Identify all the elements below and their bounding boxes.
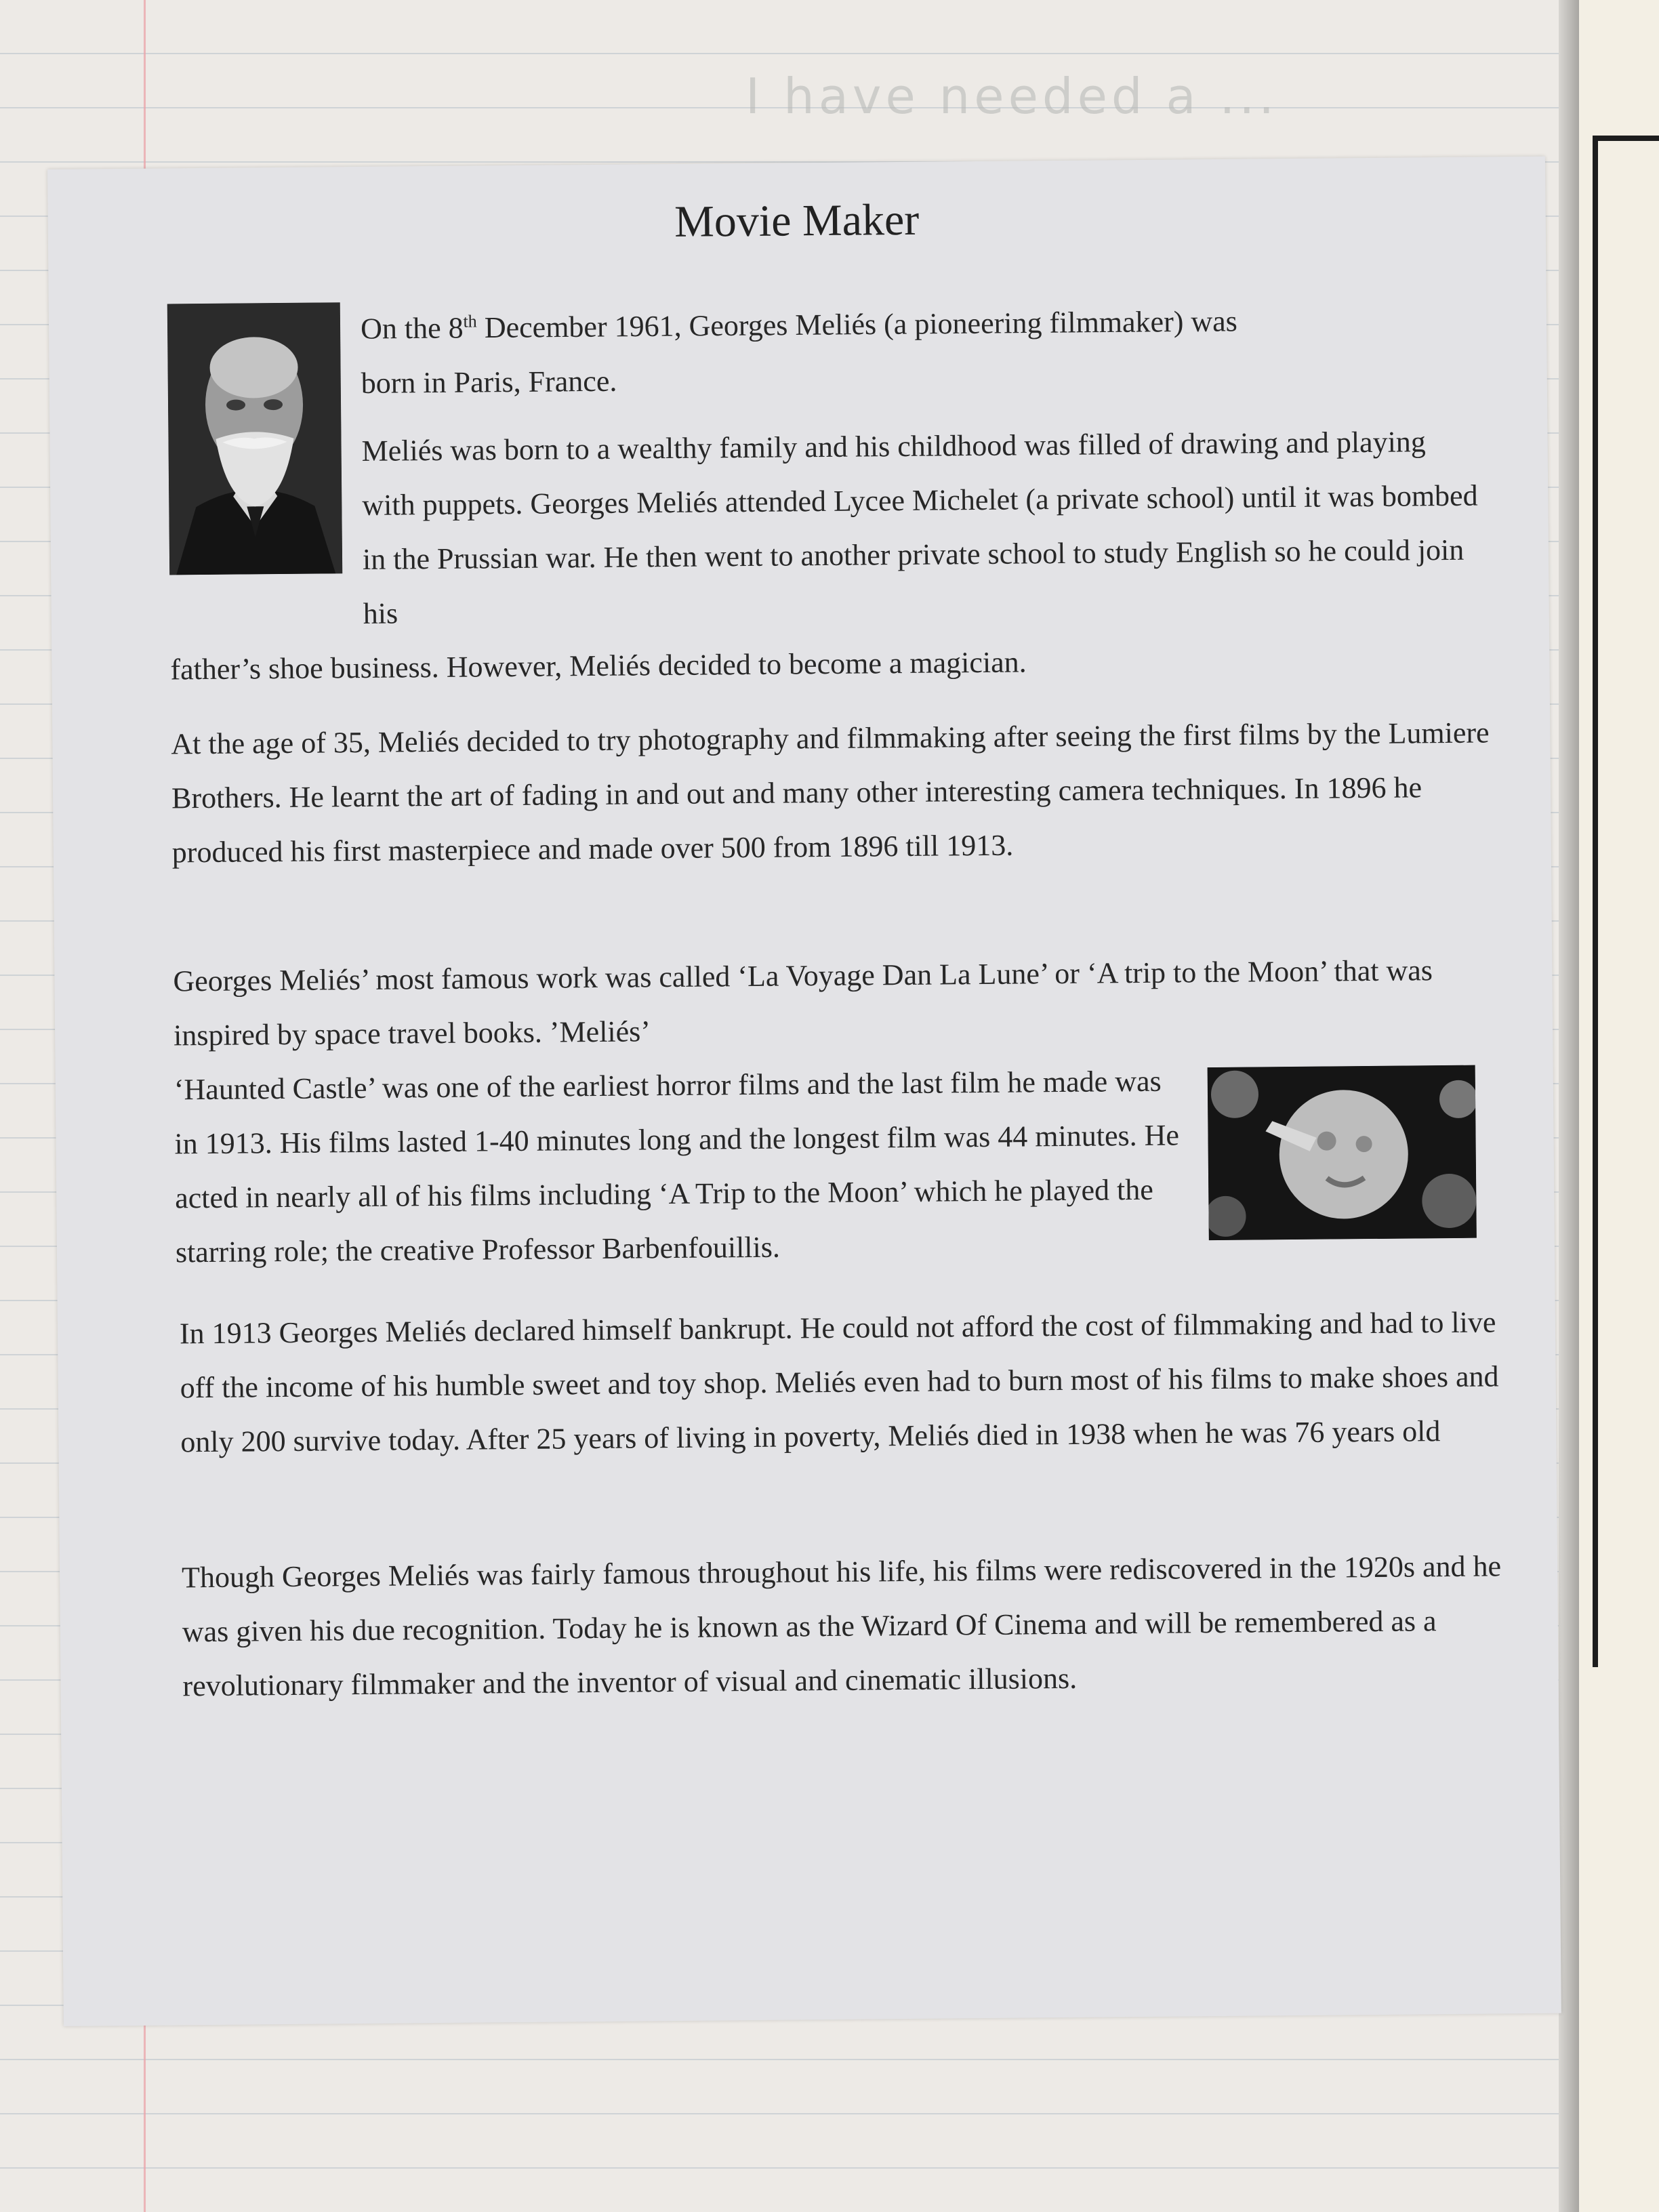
childhood-paragraph-end: father’s shoe business. However, Meliés decided to become a magician. — [170, 645, 1027, 687]
famous-works-paragraph-wrapped: ‘Haunted Castle’ was one of the earliest horror films and the last film he made was in 1913. His films lasted 1-40 minutes long and the longest film was 44 minutes. He acted in nearly all of his films including ‘A Trip to the Moon’ which he played the starring role; the creative Professor Barbenfouillis. — [173, 1064, 1180, 1269]
intro-line-2: born in Paris, France. — [361, 364, 617, 400]
photography-paragraph: At the age of 35, Meliés decided to try photography and filmmaking after seeing the first films by the Lumiere Brothers. He learnt the art of fading in and out and many other interesting camera techniques. In 1896 he produced his first masterpiece and made over 500 from 1896 till 1913. — [171, 716, 1490, 869]
moon-film-still — [1208, 1065, 1477, 1240]
intro-line-1-start: On the 8 — [360, 311, 464, 346]
handwriting-bleed: I have needed a ... — [745, 68, 1279, 125]
legacy-paragraph: Though Georges Meliés was fairly famous throughout his life, his films were rediscovered in the 1920s and he was given his due recognition. Today he is known as the Wizard Of Cinema and will be remembered as a revolutionary filmmaker and the inventor of visual and cinematic illusions. — [181, 1549, 1502, 1703]
notebook-page-edge — [1559, 0, 1579, 2212]
desk-frame — [1593, 136, 1659, 1667]
portrait-photo-graphic — [167, 302, 342, 575]
portrait-photo — [167, 302, 342, 575]
printed-sheet — [47, 157, 1561, 2026]
ordinal-suffix: th — [463, 311, 477, 331]
famous-works-paragraph-start: Georges Meliés’ most famous work was called ‘La Voyage Dan La Lune’ or ‘A trip to the Moon’ that was inspired by space travel books. ’Meliés’ — [173, 954, 1433, 1052]
moon-film-still-graphic — [1208, 1065, 1477, 1240]
bankruptcy-paragraph: In 1913 Georges Meliés declared himself bankrupt. He could not afford the cost of filmmaking and had to live off the income of his humble sweet and toy shop. Meliés even had to burn most of his films to make shoes and only 200 survive today. After 25 years of living in poverty, Meliés died in 1938 when he was 76 years old — [179, 1305, 1499, 1459]
intro-paragraph — [361, 286, 1459, 411]
intro-line-1-end: December 1961, Georges Meliés (a pioneering filmmaker) was — [476, 304, 1238, 345]
childhood-paragraph-wrapped: Meliés was born to a wealthy family and his childhood was filled of drawing and playing with puppets. Georges Meliés attended Lycee Michelet (a private school) until it was bombed in the Prussian war. He then went to another private school to study English so he could join his — [361, 425, 1478, 630]
article-title: Movie Maker — [674, 194, 920, 247]
